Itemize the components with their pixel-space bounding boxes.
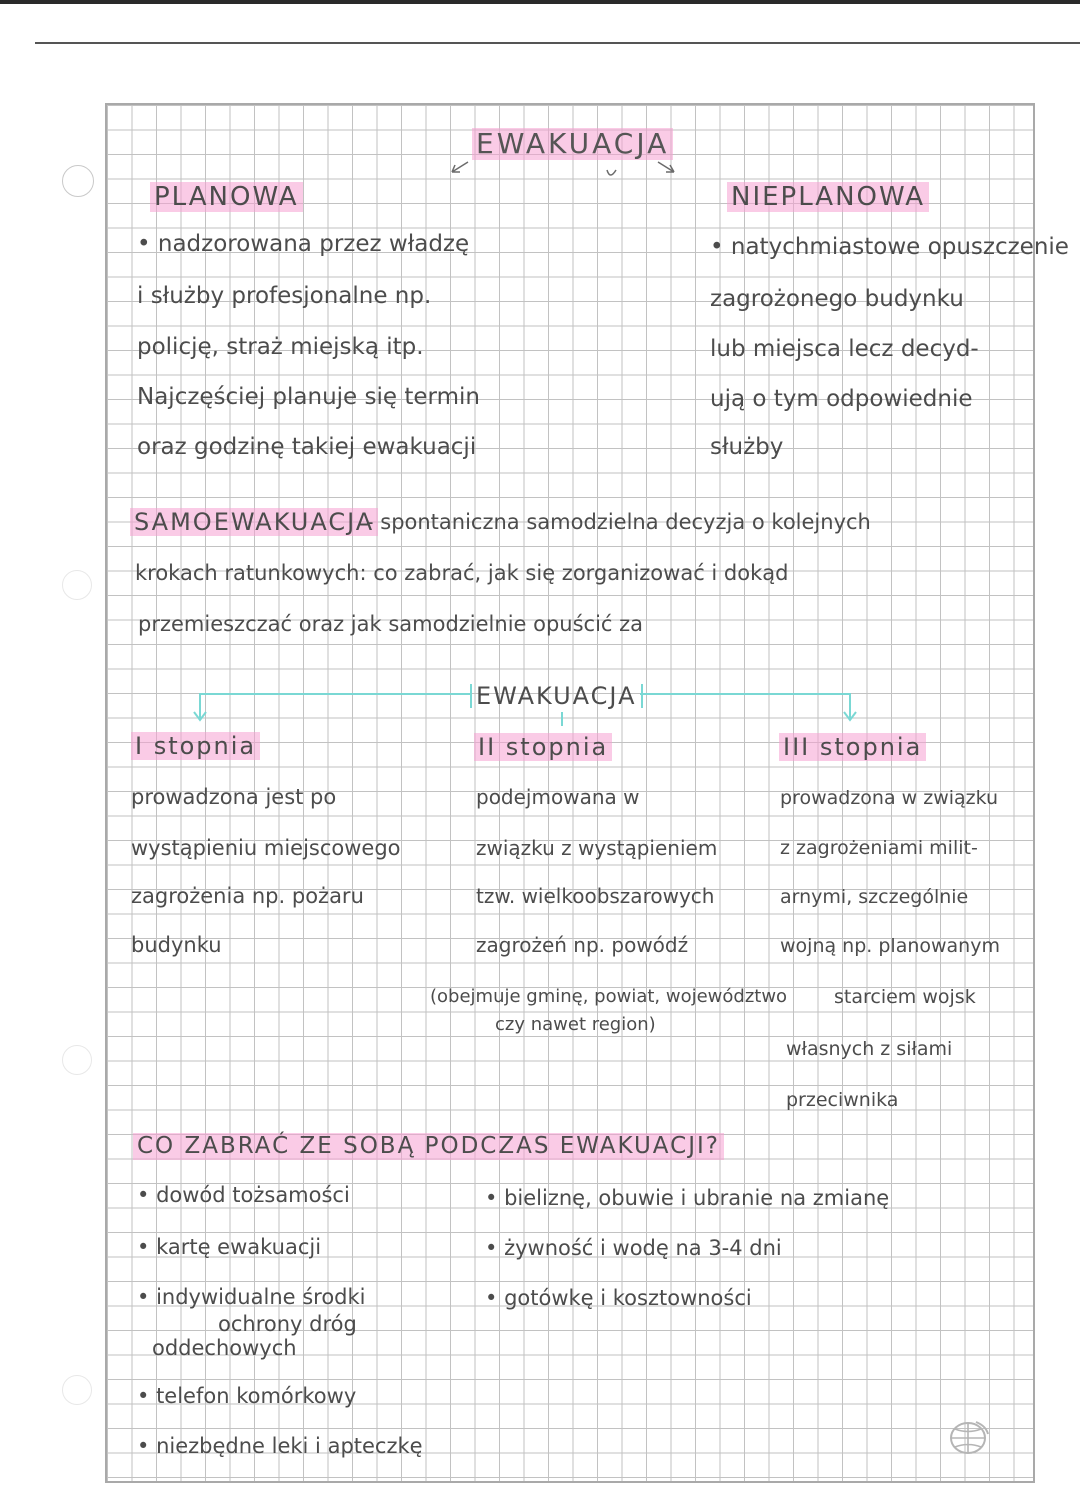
nieplanowa-line: zagrożonego budynku xyxy=(710,286,964,312)
nieplanowa-line: • natychmiastowe opuszczenie xyxy=(710,236,1069,259)
stopien-3-line: wojną np. planowanym xyxy=(780,935,1000,957)
stopien-3-line: starciem wojsk xyxy=(834,986,976,1008)
co-zabrac-item: • telefon komórkowy xyxy=(137,1386,356,1407)
co-zabrac-item: • kartę ewakuacji xyxy=(137,1237,321,1258)
stopien-2-line: związku z wystąpieniem xyxy=(476,836,718,860)
binder-hole xyxy=(62,570,92,600)
nieplanowa-line: służby xyxy=(710,434,784,460)
samoewakuacja-term: SAMOEWAKUACJA xyxy=(130,508,378,536)
nieplanowa-heading: NIEPLANOWA xyxy=(727,182,929,212)
stopien-2-line: zagrożeń np. powódź xyxy=(476,933,689,957)
stopien-1-line: zagrożenia np. pożaru xyxy=(131,884,364,908)
stopien-1-heading: I stopnia xyxy=(131,732,260,760)
co-zabrac-item: • bieliznę, obuwie i ubranie na zmianę xyxy=(485,1188,889,1209)
planowa-heading: PLANOWA xyxy=(150,182,303,212)
binder-hole xyxy=(62,1045,92,1075)
stopien-3-line: przeciwnika xyxy=(786,1089,899,1111)
co-zabrac-item: • gotówkę i kosztowności xyxy=(485,1288,752,1309)
planowa-line: i służby profesjonalne np. xyxy=(137,283,432,309)
nieplanowa-line: ują o tym odpowiednie xyxy=(710,386,973,412)
planowa-line: Najczęściej planuje się termin xyxy=(137,384,480,410)
stopien-2-line: podejmowana w xyxy=(476,785,640,809)
co-zabrac-item-cont: ochrony dróg xyxy=(218,1312,357,1336)
stopien-1-line: budynku xyxy=(131,933,222,957)
stopien-1-line: wystąpieniu miejscowego xyxy=(131,836,401,860)
nieplanowa-line: lub miejsca lecz decyd- xyxy=(710,336,979,362)
co-zabrac-item: • żywność i wodę na 3-4 dni xyxy=(485,1238,782,1259)
stopnie-title: EWAKUACJA xyxy=(470,684,643,708)
planowa-line: • nadzorowana przez władzę xyxy=(137,233,469,256)
samoewakuacja-line: - spontaniczna samodzielna decyzja o kolejnych xyxy=(366,510,871,534)
planowa-line: oraz godzinę takiej ewakuacji xyxy=(137,434,477,460)
samoewakuacja-line: krokach ratunkowych: co zabrać, jak się zorganizować i dokąd xyxy=(135,561,789,585)
stopien-3-line: z zagrożeniami milit- xyxy=(780,837,978,859)
planowa-line: policję, straż miejską itp. xyxy=(137,334,424,360)
co-zabrac-title: CO ZABRAĆ ZE SOBĄ PODCZAS EWAKUACJI? xyxy=(133,1133,724,1160)
stopien-3-line: własnych z siłami xyxy=(786,1038,953,1060)
stopien-2-heading: II stopnia xyxy=(474,733,612,761)
main-title: EWAKUACJA xyxy=(472,128,673,160)
page-edge-line xyxy=(35,42,1080,44)
stopien-3-line: arnymi, szczególnie xyxy=(780,886,969,908)
binder-hole xyxy=(62,165,94,197)
stopien-2-note: (obejmuje gminę, powiat, województwo xyxy=(430,986,788,1007)
globe-logo-icon xyxy=(946,1418,990,1456)
stopien-3-heading: III stopnia xyxy=(779,733,926,761)
scan-edge xyxy=(0,0,1080,4)
co-zabrac-item-cont: oddechowych xyxy=(152,1336,297,1360)
stopien-2-note: czy nawet region) xyxy=(495,1014,656,1035)
co-zabrac-item: • indywidualne środki xyxy=(137,1287,366,1308)
binder-hole xyxy=(62,1375,92,1405)
samoewakuacja-line: przemieszczać oraz jak samodzielnie opuścić za xyxy=(138,612,644,636)
stopien-3-line: prowadzona w związku xyxy=(780,787,999,809)
co-zabrac-item: • niezbędne leki i apteczkę xyxy=(137,1436,423,1457)
stopien-1-line: prowadzona jest po xyxy=(131,785,337,809)
stopien-2-line: tzw. wielkoobszarowych xyxy=(476,884,715,908)
co-zabrac-item: • dowód tożsamości xyxy=(137,1185,350,1206)
